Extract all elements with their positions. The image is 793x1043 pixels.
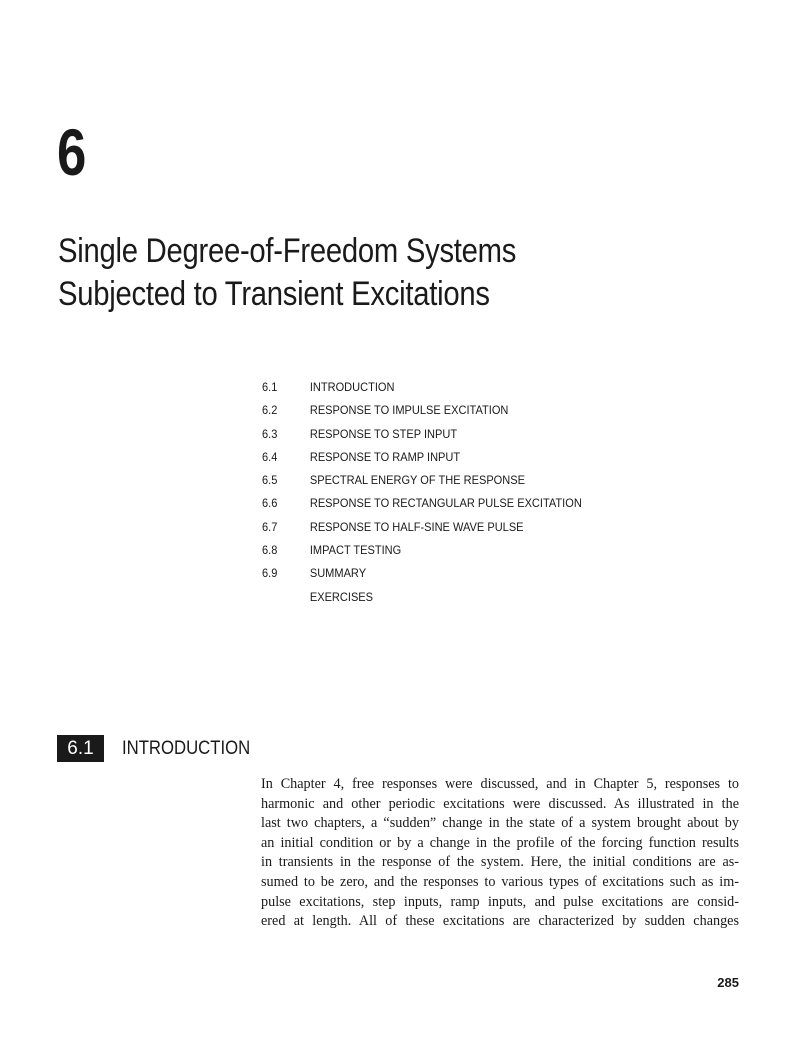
toc-number: 6.3 [262, 426, 278, 441]
body-line: in transients in the response of the system. Here, the initial conditions are as- [261, 854, 739, 871]
toc-number: 6.7 [262, 519, 278, 534]
toc-label: RESPONSE TO RAMP INPUT [309, 449, 461, 464]
toc-label: EXERCISES [309, 589, 374, 604]
toc-label: RESPONSE TO HALF-SINE WAVE PULSE [309, 519, 524, 534]
toc-label: RESPONSE TO STEP INPUT [309, 426, 458, 441]
toc-label: RESPONSE TO IMPULSE EXCITATION [309, 403, 509, 418]
toc-label: RESPONSE TO RECTANGULAR PULSE EXCITATION [309, 496, 582, 511]
section-number-badge: 6.1 [57, 735, 104, 762]
toc-number: 6.6 [262, 496, 278, 511]
body-line: an initial condition or by a change in the profile of the forcing function results [261, 834, 739, 851]
toc-number: 6.8 [262, 543, 278, 558]
toc-label: INTRODUCTION [309, 380, 395, 394]
chapter-contents [262, 378, 648, 611]
toc-label: SUMMARY [309, 566, 367, 581]
toc-number: 6.4 [262, 449, 278, 464]
toc-number: 6.5 [262, 473, 278, 488]
toc-entry [262, 378, 648, 401]
toc-entry [262, 518, 648, 541]
toc-entry [262, 564, 648, 587]
body-line: sumed to be zero, and the responses to various types of excitations such as im- [261, 873, 739, 890]
toc-entry [262, 471, 648, 494]
chapter-title-line: Subjected to Transient Excitations [58, 275, 490, 313]
section-heading [57, 735, 268, 762]
toc-label: IMPACT TESTING [309, 543, 402, 558]
toc-label: SPECTRAL ENERGY OF THE RESPONSE [309, 473, 525, 488]
chapter-title-line: Single Degree-of-Freedom Systems [58, 232, 517, 270]
section-title: INTRODUCTION [122, 738, 251, 759]
body-line: ered at length. All of these excitations are characterized by sudden changes [261, 913, 739, 930]
toc-number: 6.1 [262, 380, 278, 394]
toc-number: 6.2 [262, 403, 278, 418]
toc-entry [262, 425, 648, 448]
body-line: harmonic and other periodic excitations were discussed. As illustrated in the [261, 795, 739, 812]
toc-number [262, 588, 310, 611]
toc-entry [262, 541, 648, 564]
toc-entry [262, 448, 648, 471]
body-line: pulse excitations, step inputs, ramp inputs, and pulse excitations are consid- [261, 893, 739, 910]
page-number: 285 [717, 975, 739, 990]
toc-number: 6.9 [262, 566, 278, 581]
body-line: last two chapters, a “sudden” change in the state of a system brought about by [261, 815, 739, 832]
section-body [261, 775, 739, 932]
chapter-title [58, 230, 660, 316]
body-line: In Chapter 4, free responses were discussed, and in Chapter 5, responses to [261, 776, 739, 792]
chapter-number: 6 [57, 115, 86, 189]
toc-entry [262, 401, 648, 424]
toc-entry [262, 494, 648, 517]
toc-entry [262, 588, 648, 611]
